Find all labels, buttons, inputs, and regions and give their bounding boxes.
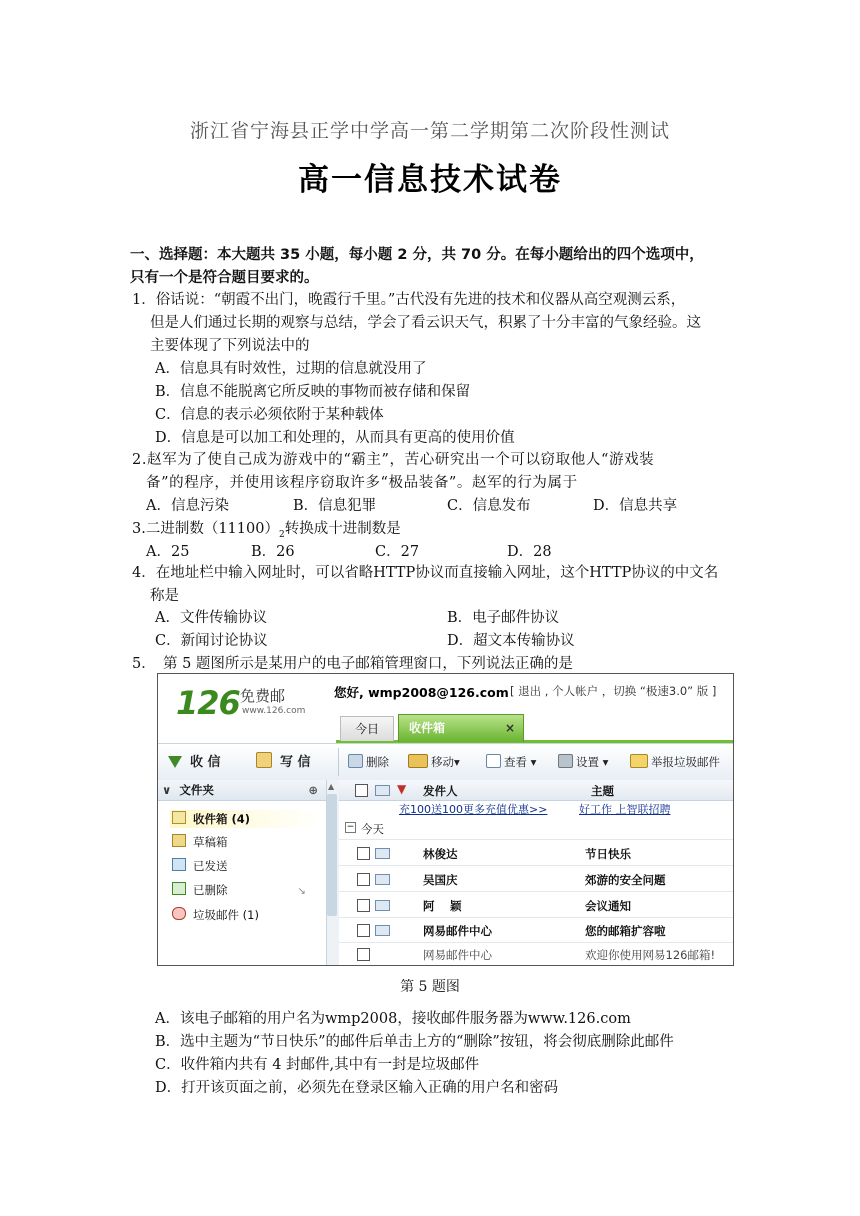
view-button[interactable]: [486, 754, 536, 770]
ad-link-recharge[interactable]: 充100送100更多充值优惠>>: [399, 803, 548, 816]
folder-drafts-label: 草稿箱: [193, 835, 228, 849]
chevron-down-icon[interactable]: ∨: [162, 783, 172, 797]
row-checkbox[interactable]: [357, 948, 370, 961]
move-button[interactable]: [408, 754, 460, 770]
trash-icon: [172, 882, 186, 895]
write-label: 写 信: [280, 755, 311, 770]
row-checkbox[interactable]: [357, 847, 370, 860]
mail-tab-bar: [336, 714, 733, 743]
q2-line-1: 2.赵军为了使自己成为游戏中的“霸主”，苦心研究出一个可以窃取他人“游戏装: [132, 452, 655, 468]
drafts-icon: [172, 834, 186, 847]
mail-list-header: [339, 780, 733, 801]
q2-option-b: B．信息犯罪: [293, 498, 377, 514]
exam-title: 高一信息技术试卷: [298, 162, 562, 198]
folder-inbox[interactable]: [170, 810, 322, 828]
exam-subtitle: 浙江省宁海县正学中学高一第二学期第二次阶段性测试: [189, 120, 670, 142]
q3-text-b: 转换成十进制数是: [284, 521, 401, 537]
figure-caption: 第 5 题图: [400, 979, 460, 995]
folder-sent-label: 已发送: [193, 859, 228, 873]
folder-spam-label: 垃圾邮件 (1): [193, 908, 259, 922]
q3-option-d: D．28: [507, 544, 552, 560]
report-label: 举报垃圾邮件: [651, 755, 720, 769]
q5-line-1: 5． 第 5 题图所示是某用户的电子邮箱管理窗口，下列说法正确的是: [132, 656, 573, 672]
settings-button[interactable]: [558, 754, 608, 770]
read-status-icon: [375, 785, 390, 796]
row-checkbox[interactable]: [357, 873, 370, 886]
delete-button[interactable]: [348, 754, 389, 770]
tab-inbox-label: 收件箱: [409, 721, 446, 735]
folder-inbox-label: 收件箱 (4): [193, 812, 251, 826]
mail-row[interactable]: [339, 892, 733, 918]
q2-option-c: C．信息发布: [447, 498, 531, 514]
mail-row[interactable]: [339, 866, 733, 892]
flag-icon[interactable]: ▼: [397, 782, 407, 796]
q5-option-a: A．该电子邮箱的用户名为wmp2008，接收邮件服务器为www.126.com: [155, 1011, 631, 1027]
delete-label: 删除: [366, 755, 389, 769]
q1-line-1: 1．俗话说：“朝霞不出门，晚霞行千里。”古代没有先进的技术和仪器从高空观测云系，: [132, 292, 686, 308]
folder-sent[interactable]: [172, 858, 228, 874]
q5-option-d: D．打开该页面之前，必须先在登录区输入正确的用户名和密码: [155, 1080, 559, 1096]
q4-option-a: A．文件传输协议: [155, 610, 267, 626]
q3-option-c: C．27: [375, 544, 420, 560]
row-subject: 您的邮箱扩容啦: [585, 924, 666, 938]
section-line-2: 只有一个是符合题目要求的。: [130, 270, 319, 286]
q4-line-2: 称是: [150, 588, 179, 604]
q2-option-a: A．信息污染: [146, 498, 229, 514]
q3-text-a: 3.二进制数（11100）: [132, 521, 279, 537]
close-icon[interactable]: ×: [504, 721, 515, 735]
view-label: 查看 ▾: [504, 755, 537, 769]
col-sender[interactable]: 发件人: [423, 784, 458, 798]
collapse-icon[interactable]: −: [346, 822, 355, 832]
q2-line-2: 备”的程序，并使用该程序窃取许多“极品装备”。赵军的行为属于: [146, 475, 578, 491]
tab-inbox[interactable]: [398, 714, 524, 742]
row-subject: 会议通知: [585, 899, 631, 913]
q4-option-c: C．新闻讨论协议: [155, 633, 268, 649]
move-label: 移动▾: [431, 755, 460, 769]
folder-deleted[interactable]: [172, 882, 306, 898]
row-sender: 林俊达: [423, 847, 458, 861]
settings-label: 设置 ▾: [576, 755, 609, 769]
row-subject: 欢迎你使用网易126邮箱!: [585, 948, 716, 962]
q4-option-b: B．电子邮件协议: [447, 610, 560, 626]
envelope-icon: [375, 925, 390, 936]
row-checkbox[interactable]: [357, 899, 370, 912]
ad-row: [339, 801, 733, 818]
mail-logo-number: 126: [176, 684, 240, 722]
q4-line-1: 4．在地址栏中输入网址时，可以省略HTTP协议而直接输入网址，这个HTTP协议的中文名: [132, 565, 719, 581]
envelope-icon: [375, 900, 390, 911]
wrench-icon: [558, 754, 573, 768]
mail-row[interactable]: [339, 917, 733, 943]
report-icon: [630, 754, 648, 768]
group-today-label: 今天: [361, 822, 384, 836]
arrow-down-icon: [168, 756, 182, 768]
q3-option-b: B．26: [251, 544, 295, 560]
q5-option-c: C．收件箱内共有 4 封邮件,其中有一封是垃圾邮件: [155, 1057, 480, 1073]
envelope-icon: [375, 848, 390, 859]
move-icon: [408, 754, 428, 768]
row-sender: 网易邮件中心: [423, 924, 492, 938]
section-heading: [130, 244, 750, 290]
folder-drafts[interactable]: [172, 834, 228, 850]
mail-account-links[interactable]: [ 退出 , 个人帐户 ，切换 “极速3.0” 版 ]: [510, 684, 717, 698]
folder-deleted-label: 已删除: [193, 883, 228, 897]
select-all-checkbox[interactable]: [355, 784, 368, 797]
q1-option-d: D．信息是可以加工和处理的，从而具有更高的使用价值: [155, 430, 515, 446]
mail-toolbar: [158, 743, 733, 781]
folder-spam[interactable]: [172, 907, 259, 923]
mail-row[interactable]: [339, 840, 733, 866]
row-subject: 郊游的安全问题: [585, 873, 666, 887]
inbox-icon: [172, 811, 186, 824]
row-sender: 网易邮件中心: [423, 948, 492, 962]
write-button[interactable]: [256, 751, 311, 770]
receive-label: 收 信: [190, 755, 221, 770]
toolbar-divider: [338, 748, 339, 776]
section-line-1: 一、选择题：本大题共 35 小题，每小题 2 分，共 70 分。在每小题给出的四个选项中，: [130, 247, 704, 263]
view-icon: [486, 754, 501, 768]
q2-option-d: D．信息共享: [593, 498, 678, 514]
pencil-icon: [256, 752, 272, 768]
q1-line-2: 但是人们通过长期的观察与总结，学会了看云识天气，积累了十分丰富的气象经验。这: [150, 315, 701, 331]
email-window-figure: [157, 673, 734, 966]
folder-header-label: 文件夹: [179, 783, 214, 797]
group-today: [339, 819, 733, 840]
q1-option-b: B．信息不能脱离它所反映的事物而被存储和保留: [155, 384, 471, 400]
mail-row[interactable]: [339, 941, 733, 966]
q1-line-3: 主要体现了下列说法中的: [150, 338, 310, 354]
col-subject[interactable]: 主题: [591, 784, 614, 798]
row-sender: 吴国庆: [423, 873, 458, 887]
mail-greeting: 您好, wmp2008@126.com: [334, 685, 509, 700]
arrow-icon: ↘: [297, 886, 306, 897]
row-subject: 节日快乐: [585, 847, 631, 861]
q3-option-a: A．25: [146, 544, 190, 560]
q5-option-b: B．选中主题为“节日快乐”的邮件后单击上方的“删除”按钮，将会彻底删除此邮件: [155, 1034, 674, 1050]
sent-icon: [172, 858, 186, 871]
tab-today[interactable]: 今日: [340, 716, 394, 741]
receive-button[interactable]: [168, 751, 221, 770]
scroll-up-icon[interactable]: ▲: [328, 782, 335, 791]
row-sender: 阿 颖: [423, 899, 462, 913]
mail-logo-text: 免费邮: [240, 687, 286, 705]
q4-option-d: D．超文本传输协议: [447, 633, 575, 649]
envelope-icon: [375, 874, 390, 885]
mail-logo-url: www.126.com: [242, 706, 306, 716]
ad-link-jobs[interactable]: 好工作 上智联招聘: [579, 803, 671, 816]
spam-icon: [172, 907, 186, 920]
report-spam-button[interactable]: [630, 754, 720, 770]
q1-option-a: A．信息具有时效性，过期的信息就没用了: [155, 361, 427, 377]
q1-option-c: C．信息的表示必须依附于某种载体: [155, 407, 384, 423]
sidebar-scroll-thumb[interactable]: [327, 794, 337, 916]
delete-icon: [348, 754, 363, 768]
q3-base: 2: [278, 529, 285, 540]
row-checkbox[interactable]: [357, 924, 370, 937]
folder-header: [158, 780, 326, 801]
add-folder-icon[interactable]: ⊕: [308, 783, 318, 797]
